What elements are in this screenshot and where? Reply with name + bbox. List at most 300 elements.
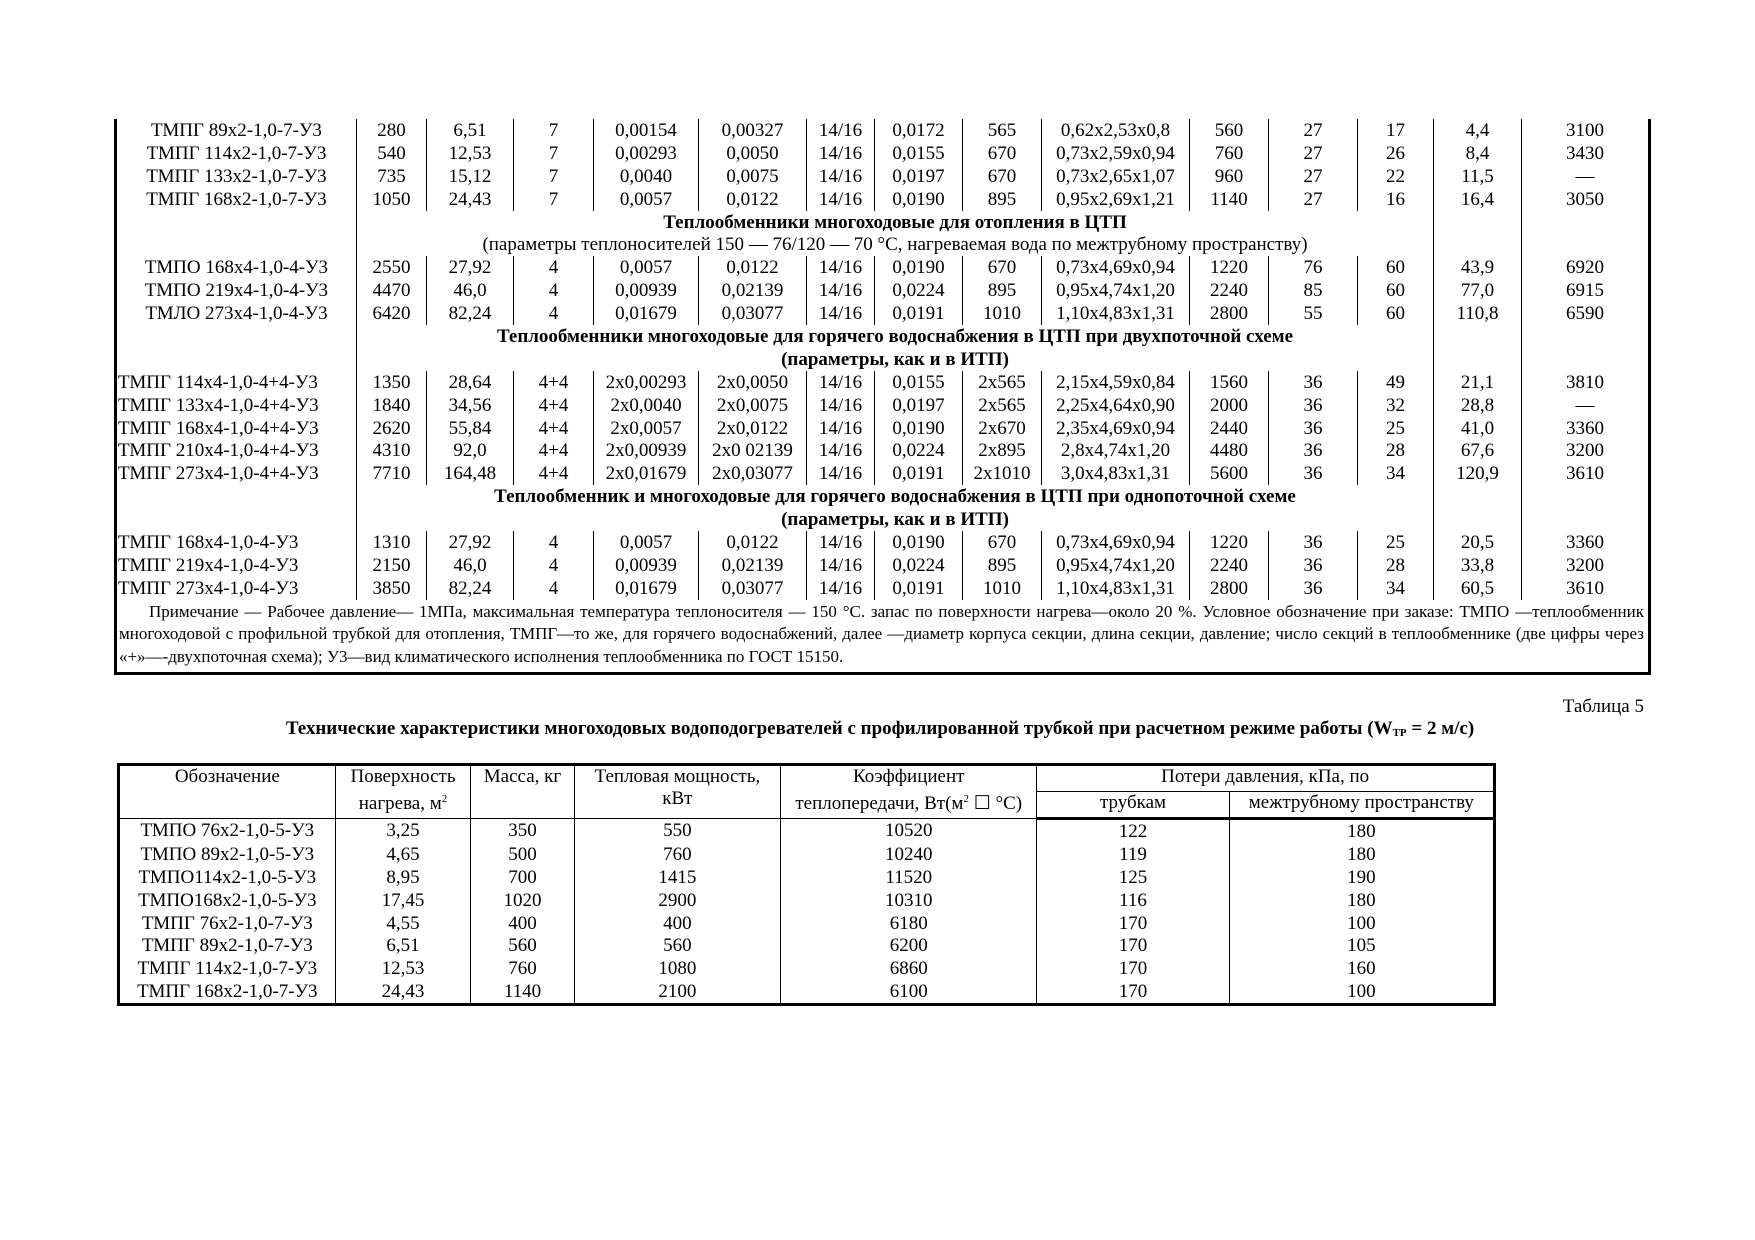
table-cell: 350 xyxy=(471,819,574,843)
table-cell: 0,0122 xyxy=(699,531,807,554)
table-cell: 6915 xyxy=(1522,279,1650,302)
table-cell: 0,00327 xyxy=(699,119,807,142)
table-cell: 8,4 xyxy=(1434,142,1522,165)
table-cell: 24,43 xyxy=(335,980,471,1004)
table-cell: 170 xyxy=(1037,934,1229,957)
table-cell: 33,8 xyxy=(1434,554,1522,577)
table-cell: 2800 xyxy=(1190,577,1269,600)
table-cell: 10520 xyxy=(781,819,1037,843)
table-cell: 1415 xyxy=(574,866,781,889)
table-cell: 190 xyxy=(1229,866,1494,889)
table-cell: 4+4 xyxy=(514,417,594,440)
table-cell: 0,0191 xyxy=(875,302,963,325)
table-row xyxy=(116,394,1650,417)
section-heading: Теплообменники многоходовые для горячего водоснабжения в ЦТП при двухпоточной схеме xyxy=(357,325,1434,348)
table-cell: 110,8 xyxy=(1434,302,1522,325)
table-cell: 0,73х2,59х0,94 xyxy=(1042,142,1190,165)
table-cell: 4 xyxy=(514,554,594,577)
table-cell: 36 xyxy=(1269,462,1358,485)
table-cell: 2х670 xyxy=(963,417,1042,440)
table-cell: 1020 xyxy=(471,889,574,912)
row-designation: ТМПГ 76х2-1,0-7-У3 xyxy=(119,912,336,935)
table-cell: 0,73х4,69х0,94 xyxy=(1042,531,1190,554)
note-text: Примечание — Рабочее давление— 1МПа, максимальная температура теплоносителя — 150 °С. запас по поверхности нагрева—около 20 %. Условное обозначение при заказе: ТМПО —теплообменник многоходовой с профильной трубкой для отопления, ТМПГ—то же, для горячего водоснабжений, далее —диаметр корпуса секции, длина секции, давление; число секций в теплообменнике (две цифры через «+»—-двухпоточная схема); У3—вид климатического исполнения теплообменника по ГОСТ 15150. xyxy=(119,601,1644,667)
table-cell: 4+4 xyxy=(514,394,594,417)
table-cell: 2800 xyxy=(1190,302,1269,325)
table-row xyxy=(116,462,1650,485)
table-cell: 3,25 xyxy=(335,819,471,843)
table-cell: 7 xyxy=(514,188,594,211)
table-cell: 27 xyxy=(1269,119,1358,142)
table-cell: 4470 xyxy=(357,279,427,302)
header-surface: Поверхность нагрева, $м^2$ xyxy=(335,765,471,819)
table-cell: 2240 xyxy=(1190,554,1269,577)
table-cell: 7 xyxy=(514,142,594,165)
section-heading-row xyxy=(116,508,1650,531)
table-cell: 500 xyxy=(471,843,574,866)
table-cell: 46,0 xyxy=(427,554,514,577)
row-designation: ТМПГ 273х4-1,0-4-У3 xyxy=(116,577,357,600)
table-row xyxy=(116,142,1650,165)
row-designation: ТМПГ 89х2-1,0-7-У3 xyxy=(119,934,336,957)
header-annulus: межтрубному пространству xyxy=(1229,792,1494,819)
row-designation: ТМПО 219х4-1,0-4-У3 xyxy=(116,279,357,302)
table-cell: 14/16 xyxy=(807,279,875,302)
table-cell: 14/16 xyxy=(807,119,875,142)
table-cell: 2,35х4,69х0,94 xyxy=(1042,417,1190,440)
table-cell: 34 xyxy=(1358,462,1434,485)
table-cell: 2х0,0050 xyxy=(699,371,807,394)
row-designation: ТМПГ 168х4-1,0-4+4-У3 xyxy=(116,417,357,440)
table-label: Таблица 5 xyxy=(1562,696,1644,717)
section-heading-row xyxy=(116,233,1650,256)
row-designation: ТМПГ 168х2-1,0-7-У3 xyxy=(119,980,336,1004)
table-cell: 32 xyxy=(1358,394,1434,417)
table-cell: 4,65 xyxy=(335,843,471,866)
table-cell: 36 xyxy=(1269,371,1358,394)
table-cell: 0,0190 xyxy=(875,417,963,440)
table-cell: 0,02139 xyxy=(699,554,807,577)
table-cell: 27 xyxy=(1269,165,1358,188)
table-cell: 170 xyxy=(1037,957,1229,980)
table-cell: 3360 xyxy=(1522,417,1650,440)
table-cell: 0,0057 xyxy=(594,256,699,279)
table-cell: 1840 xyxy=(357,394,427,417)
table-cell: 2х0,0122 xyxy=(699,417,807,440)
table-cell: 0,73х4,69х0,94 xyxy=(1042,256,1190,279)
table-cell: 36 xyxy=(1269,417,1358,440)
table-cell: 1560 xyxy=(1190,371,1269,394)
table-cell: 2х0,00293 xyxy=(594,371,699,394)
row-designation: ТМЛО 273х4-1,0-4-У3 xyxy=(116,302,357,325)
table-cell: 17 xyxy=(1358,119,1434,142)
table-cell: 0,0190 xyxy=(875,531,963,554)
table-cell: 4 xyxy=(514,577,594,600)
table-cell: 2х1010 xyxy=(963,462,1042,485)
table-cell: 1,10х4,83х1,31 xyxy=(1042,302,1190,325)
table-cell: 2х0 02139 xyxy=(699,439,807,462)
table-cell: 0,02139 xyxy=(699,279,807,302)
table-cell: 14/16 xyxy=(807,577,875,600)
table-cell: 25 xyxy=(1358,417,1434,440)
table-cell: 0,01679 xyxy=(594,577,699,600)
table-cell: 0,0224 xyxy=(875,279,963,302)
table-cell: 0,0224 xyxy=(875,439,963,462)
table-cell: 670 xyxy=(963,142,1042,165)
note-row xyxy=(116,600,1650,674)
table-cell: 17,45 xyxy=(335,889,471,912)
table-cell: 3810 xyxy=(1522,371,1650,394)
table-cell: 670 xyxy=(963,531,1042,554)
table-cell: 1,10х4,83х1,31 xyxy=(1042,577,1190,600)
table-cell: 3610 xyxy=(1522,577,1650,600)
table-cell: 8,95 xyxy=(335,866,471,889)
table-cell: 36 xyxy=(1269,394,1358,417)
section-heading-row xyxy=(116,348,1650,371)
table-cell: 119 xyxy=(1037,843,1229,866)
table-cell: 670 xyxy=(963,256,1042,279)
table-cell: 1220 xyxy=(1190,531,1269,554)
table-cell: 14/16 xyxy=(807,554,875,577)
table-cell: 2х565 xyxy=(963,394,1042,417)
table-cell: — xyxy=(1522,165,1650,188)
table-row xyxy=(116,554,1650,577)
header-designation: Обозначение xyxy=(119,765,336,819)
table-cell: 82,24 xyxy=(427,577,514,600)
table-cell: 0,0172 xyxy=(875,119,963,142)
table-cell: 14/16 xyxy=(807,165,875,188)
table-row xyxy=(119,912,1495,935)
table-row xyxy=(116,439,1650,462)
section-heading: Теплообменник и многоходовые для горячего водоснабжения в ЦТП при однопоточной схеме xyxy=(357,485,1434,508)
heat-exchanger-table-continued xyxy=(114,119,1651,675)
header-pressure-losses: Потери давления, кПа, по xyxy=(1037,765,1495,792)
table-cell: 6920 xyxy=(1522,256,1650,279)
table-cell: 1350 xyxy=(357,371,427,394)
table-cell: 100 xyxy=(1229,980,1494,1004)
table-cell: 36 xyxy=(1269,554,1358,577)
table-cell: 0,0155 xyxy=(875,371,963,394)
table-cell: 0,00154 xyxy=(594,119,699,142)
table-cell: 180 xyxy=(1229,819,1494,843)
table-cell: 7 xyxy=(514,165,594,188)
table-cell: 5600 xyxy=(1190,462,1269,485)
table-cell: 3200 xyxy=(1522,439,1650,462)
table-cell: 560 xyxy=(471,934,574,957)
table-cell: 24,43 xyxy=(427,188,514,211)
table-cell: 4 xyxy=(514,302,594,325)
water-heater-specs-table xyxy=(117,763,1496,1006)
table-cell: 550 xyxy=(574,819,781,843)
table-cell: 14/16 xyxy=(807,142,875,165)
table-cell: 170 xyxy=(1037,912,1229,935)
table-row xyxy=(116,119,1650,142)
table-cell: 0,0190 xyxy=(875,188,963,211)
table-cell: 77,0 xyxy=(1434,279,1522,302)
row-designation: ТМПГ 114х4-1,0-4+4-У3 xyxy=(116,371,357,394)
table-cell: 1010 xyxy=(963,302,1042,325)
table-cell: 3360 xyxy=(1522,531,1650,554)
table-cell: 34,56 xyxy=(427,394,514,417)
table-cell: 0,0122 xyxy=(699,256,807,279)
section-heading-row xyxy=(116,325,1650,348)
table-cell: 1050 xyxy=(357,188,427,211)
table-cell: 2000 xyxy=(1190,394,1269,417)
row-designation: ТМПГ 210х4-1,0-4+4-У3 xyxy=(116,439,357,462)
table-cell: 28,8 xyxy=(1434,394,1522,417)
table-cell: 0,73х2,65х1,07 xyxy=(1042,165,1190,188)
table-cell: 0,01679 xyxy=(594,302,699,325)
table-cell: 28,64 xyxy=(427,371,514,394)
table-cell: 0,0075 xyxy=(699,165,807,188)
table-cell: 12,53 xyxy=(335,957,471,980)
table-cell: 14/16 xyxy=(807,394,875,417)
table-cell: 760 xyxy=(471,957,574,980)
table-cell: 2900 xyxy=(574,889,781,912)
table-title: Технические характеристики многоходовых водоподогревателей с профилированной трубкой при расчетном режиме работы ($W_{ТР} = 2$ м/с) xyxy=(285,718,1475,739)
table-cell: 2,8х4,74х1,20 xyxy=(1042,439,1190,462)
table-cell: 2,15х4,59х0,84 xyxy=(1042,371,1190,394)
row-designation: ТМПГ 133х2-1,0-7-У3 xyxy=(116,165,357,188)
table-cell: 2100 xyxy=(574,980,781,1004)
table-cell: 0,95х4,74х1,20 xyxy=(1042,554,1190,577)
table-cell: 0,0050 xyxy=(699,142,807,165)
table-cell: 180 xyxy=(1229,843,1494,866)
table-cell: 560 xyxy=(574,934,781,957)
table-cell: 2,25х4,64х0,90 xyxy=(1042,394,1190,417)
table-cell: 120,9 xyxy=(1434,462,1522,485)
table-cell: 3050 xyxy=(1522,188,1650,211)
table-cell: 4310 xyxy=(357,439,427,462)
table-cell: 14/16 xyxy=(807,302,875,325)
table-cell: 3610 xyxy=(1522,462,1650,485)
table-row xyxy=(116,302,1650,325)
table-cell: 2620 xyxy=(357,417,427,440)
table-cell: 28 xyxy=(1358,554,1434,577)
table-cell: 6180 xyxy=(781,912,1037,935)
table-row xyxy=(116,371,1650,394)
table-cell: 0,0191 xyxy=(875,462,963,485)
table-cell: 125 xyxy=(1037,866,1229,889)
table-cell: 7710 xyxy=(357,462,427,485)
table-cell: 21,1 xyxy=(1434,371,1522,394)
table-cell: 6200 xyxy=(781,934,1037,957)
row-designation: ТМПО 89х2-1,0-5-У3 xyxy=(119,843,336,866)
table-cell: 2х0,00939 xyxy=(594,439,699,462)
table-cell: 100 xyxy=(1229,912,1494,935)
table-cell: 36 xyxy=(1269,531,1358,554)
table-cell: 164,48 xyxy=(427,462,514,485)
table-cell: 1310 xyxy=(357,531,427,554)
table-cell: 49 xyxy=(1358,371,1434,394)
section-heading-row xyxy=(116,485,1650,508)
table-cell: 1140 xyxy=(471,980,574,1004)
table-note xyxy=(116,600,1650,674)
header-mass: Масса, кг xyxy=(471,765,574,819)
table-row xyxy=(119,957,1495,980)
table-cell: 6100 xyxy=(781,980,1037,1004)
table-cell: 27 xyxy=(1269,188,1358,211)
table-cell: 700 xyxy=(471,866,574,889)
table-cell: 11520 xyxy=(781,866,1037,889)
table-row xyxy=(119,819,1495,843)
table-row xyxy=(119,889,1495,912)
table-cell: 16,4 xyxy=(1434,188,1522,211)
table-cell: 82,24 xyxy=(427,302,514,325)
table-cell: 670 xyxy=(963,165,1042,188)
table-cell: 60 xyxy=(1358,256,1434,279)
table-cell: 2х0,0040 xyxy=(594,394,699,417)
header-coefficient: Коэффициент теплопередачи, $Вт(м^2$ ☐ °С) xyxy=(781,765,1037,819)
table-cell: 85 xyxy=(1269,279,1358,302)
table-cell: 0,03077 xyxy=(699,302,807,325)
table-cell: 3200 xyxy=(1522,554,1650,577)
table-cell: 2х0,0075 xyxy=(699,394,807,417)
section-heading: (параметры, как и в ИТП) xyxy=(357,348,1434,371)
table-cell: 4 xyxy=(514,531,594,554)
table-cell: 0,0155 xyxy=(875,142,963,165)
table-cell: 2550 xyxy=(357,256,427,279)
table-cell: 560 xyxy=(1190,119,1269,142)
table-row xyxy=(116,256,1650,279)
table-cell: 400 xyxy=(574,912,781,935)
table-cell: 1080 xyxy=(574,957,781,980)
table-cell: 0,0122 xyxy=(699,188,807,211)
table-cell: 14/16 xyxy=(807,462,875,485)
table-cell: 0,0197 xyxy=(875,165,963,188)
table-cell: 3430 xyxy=(1522,142,1650,165)
table-cell: 60,5 xyxy=(1434,577,1522,600)
table-cell: 0,0040 xyxy=(594,165,699,188)
table-cell: 4,55 xyxy=(335,912,471,935)
table-cell: 895 xyxy=(963,279,1042,302)
table-cell: 76 xyxy=(1269,256,1358,279)
table-cell: 0,95х4,74х1,20 xyxy=(1042,279,1190,302)
table-cell: 2240 xyxy=(1190,279,1269,302)
table-cell: 116 xyxy=(1037,889,1229,912)
table-cell: 1010 xyxy=(963,577,1042,600)
table-cell: 22 xyxy=(1358,165,1434,188)
row-designation: ТМПГ 114х2-1,0-7-У3 xyxy=(119,957,336,980)
table-cell: 760 xyxy=(1190,142,1269,165)
table-cell: 26 xyxy=(1358,142,1434,165)
row-designation: ТМПО 76х2-1,0-5-У3 xyxy=(119,819,336,843)
table-cell: 0,0197 xyxy=(875,394,963,417)
table-cell: 7 xyxy=(514,119,594,142)
row-designation: ТМПГ 133х4-1,0-4+4-У3 xyxy=(116,394,357,417)
table-cell: 12,53 xyxy=(427,142,514,165)
table-cell: 2х0,01679 xyxy=(594,462,699,485)
table-cell: 3850 xyxy=(357,577,427,600)
table-row xyxy=(116,188,1650,211)
table-cell: 28 xyxy=(1358,439,1434,462)
header-power: Тепловая мощность, кВт xyxy=(574,765,781,819)
table-cell: 27,92 xyxy=(427,256,514,279)
table-cell: 14/16 xyxy=(807,417,875,440)
table-cell: 4+4 xyxy=(514,462,594,485)
table-cell: 0,62х2,53х0,8 xyxy=(1042,119,1190,142)
table-cell: 6860 xyxy=(781,957,1037,980)
section-heading: (параметры, как и в ИТП) xyxy=(357,508,1434,531)
table-cell: 1140 xyxy=(1190,188,1269,211)
table-cell: 41,0 xyxy=(1434,417,1522,440)
table-cell: 960 xyxy=(1190,165,1269,188)
table-cell: 540 xyxy=(357,142,427,165)
table-row xyxy=(119,866,1495,889)
section-heading: Теплообменники многоходовые для отопления в ЦТП xyxy=(357,211,1434,234)
table-cell: 2150 xyxy=(357,554,427,577)
table-cell: 14/16 xyxy=(807,371,875,394)
table-cell: 14/16 xyxy=(807,439,875,462)
table-cell: 3,0х4,83х1,31 xyxy=(1042,462,1190,485)
row-designation: ТМПО114х2-1,0-5-У3 xyxy=(119,866,336,889)
table-cell: 60 xyxy=(1358,279,1434,302)
table-cell: 11,5 xyxy=(1434,165,1522,188)
row-designation: ТМПГ 89х2-1,0-7-У3 xyxy=(116,119,357,142)
table-cell: 4 xyxy=(514,279,594,302)
table-cell: 14/16 xyxy=(807,188,875,211)
row-designation: ТМПГ 168х2-1,0-7-У3 xyxy=(116,188,357,211)
table-cell: 60 xyxy=(1358,302,1434,325)
table-cell: 565 xyxy=(963,119,1042,142)
table-cell: 34 xyxy=(1358,577,1434,600)
table-cell: 735 xyxy=(357,165,427,188)
table-cell: 4 xyxy=(514,256,594,279)
table-cell: 92,0 xyxy=(427,439,514,462)
table-cell: 0,95х2,69х1,21 xyxy=(1042,188,1190,211)
table-row xyxy=(119,980,1495,1004)
section-heading: (параметры теплоносителей 150 — 76/120 — 70 °С, нагреваемая вода по межтрубному пространству) xyxy=(357,233,1434,256)
table-cell: 760 xyxy=(574,843,781,866)
table-row xyxy=(116,417,1650,440)
table-cell: 2х0,0057 xyxy=(594,417,699,440)
table-cell: 4+4 xyxy=(514,371,594,394)
table-row xyxy=(116,279,1650,302)
table-row xyxy=(119,843,1495,866)
table-cell: 160 xyxy=(1229,957,1494,980)
table-cell: 36 xyxy=(1269,577,1358,600)
header-tubes: трубкам xyxy=(1037,792,1229,819)
table-row xyxy=(116,165,1650,188)
table-cell: 0,03077 xyxy=(699,577,807,600)
table-cell: 10310 xyxy=(781,889,1037,912)
table-cell: 400 xyxy=(471,912,574,935)
table-cell: 180 xyxy=(1229,889,1494,912)
table-cell: 0,00939 xyxy=(594,279,699,302)
row-designation: ТМПГ 114х2-1,0-7-У3 xyxy=(116,142,357,165)
row-designation: ТМПГ 168х4-1,0-4-У3 xyxy=(116,531,357,554)
table-cell: 27,92 xyxy=(427,531,514,554)
row-designation: ТМПГ 219х4-1,0-4-У3 xyxy=(116,554,357,577)
table-cell: 0,0191 xyxy=(875,577,963,600)
table-cell: 6,51 xyxy=(335,934,471,957)
table-cell: 67,6 xyxy=(1434,439,1522,462)
table-cell: 895 xyxy=(963,188,1042,211)
table-cell: 4480 xyxy=(1190,439,1269,462)
table-cell: 0,00293 xyxy=(594,142,699,165)
row-designation: ТМПО168х2-1,0-5-У3 xyxy=(119,889,336,912)
table-cell: 170 xyxy=(1037,980,1229,1004)
table-cell: 0,0190 xyxy=(875,256,963,279)
table-cell: 55,84 xyxy=(427,417,514,440)
table-cell: 2х0,03077 xyxy=(699,462,807,485)
row-designation: ТМПО 168х4-1,0-4-У3 xyxy=(116,256,357,279)
table-cell: 15,12 xyxy=(427,165,514,188)
table-cell: 0,0224 xyxy=(875,554,963,577)
table-cell: 0,00939 xyxy=(594,554,699,577)
table-cell: 25 xyxy=(1358,531,1434,554)
table-cell: 3100 xyxy=(1522,119,1650,142)
